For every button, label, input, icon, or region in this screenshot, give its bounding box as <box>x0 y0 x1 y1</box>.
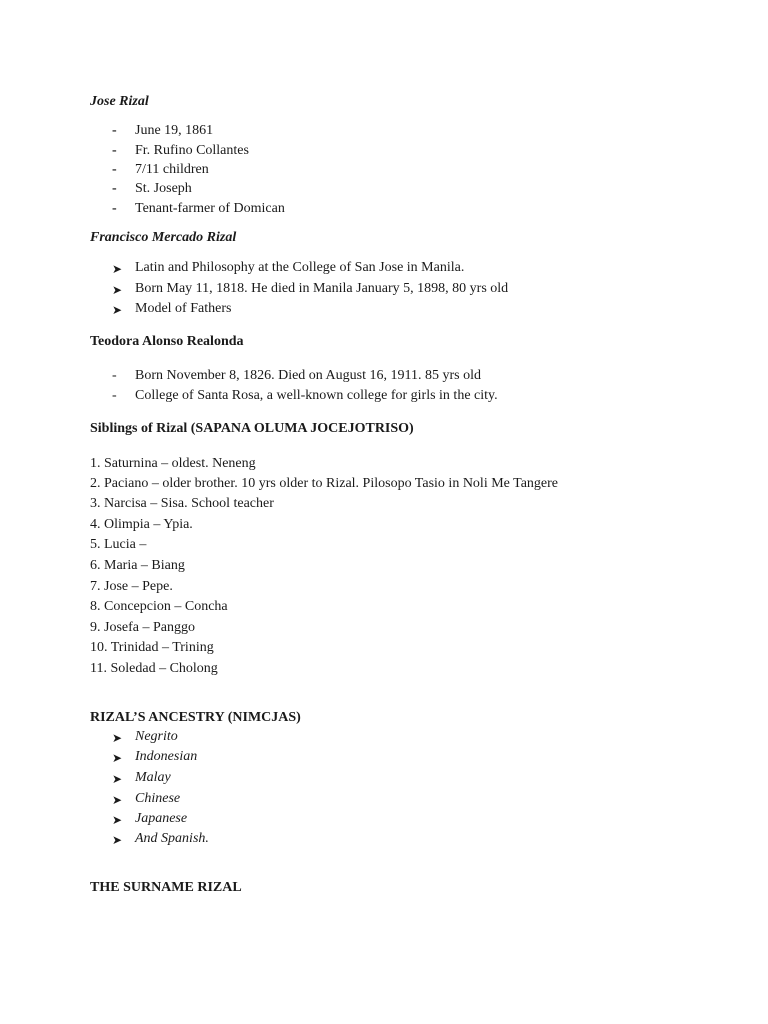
list-item: 6. Maria – Biang <box>90 558 185 573</box>
arrow-bullet-icon: ➤ <box>112 833 123 847</box>
list-item-text: Tenant-farmer of Domican <box>135 201 285 216</box>
dash-bullet: - <box>112 143 117 158</box>
arrow-bullet-icon: ➤ <box>112 813 123 827</box>
section-title-ancestry: RIZAL’S ANCESTRY (NIMCJAS) <box>90 710 301 725</box>
arrow-bullet-icon: ➤ <box>112 731 123 745</box>
list-item-text: Malay <box>135 770 171 785</box>
list-item-text: Born May 11, 1818. He died in Manila January 5, 1898, 80 yrs old <box>135 281 509 296</box>
list-item-text: 7/11 children <box>135 162 209 177</box>
dash-bullet: - <box>112 368 117 383</box>
list-item-text: St. Joseph <box>135 181 192 196</box>
dash-bullet: - <box>112 201 117 216</box>
list-item: 3. Narcisa – Sisa. School teacher <box>90 496 274 511</box>
arrow-bullet-icon: ➤ <box>112 283 123 297</box>
dash-bullet: - <box>112 162 117 177</box>
list-item: 9. Josefa – Panggo <box>90 620 195 635</box>
list-item-text: And Spanish. <box>135 831 209 846</box>
list-item: 7. Jose – Pepe. <box>90 579 173 594</box>
section-title-teodora: Teodora Alonso Realonda <box>90 334 244 349</box>
list-item-text: Fr. Rufino Collantes <box>135 143 249 158</box>
list-item-text: Latin and Philosophy at the College of San Jose in Manila. <box>135 260 465 275</box>
list-item-text: Model of Fathers <box>135 301 232 316</box>
list-item: 2. Paciano – older brother. 10 yrs older to Rizal. Pilosopo Tasio in Noli Me Tangere <box>90 476 559 491</box>
list-item-text: Indonesian <box>135 749 198 764</box>
section-title-siblings: Siblings of Rizal (SAPANA OLUMA JOCEJOTRISO) <box>90 421 414 436</box>
list-item: 5. Lucia – <box>90 537 147 552</box>
dash-bullet: - <box>112 123 117 138</box>
list-item: 11. Soledad – Cholong <box>90 661 218 676</box>
section-title-surname: THE SURNAME RIZAL <box>90 880 242 895</box>
arrow-bullet-icon: ➤ <box>112 303 123 317</box>
section-title-francisco: Francisco Mercado Rizal <box>90 230 237 245</box>
list-item-text: Chinese <box>135 791 181 806</box>
arrow-bullet-icon: ➤ <box>112 772 123 786</box>
list-item-text: June 19, 1861 <box>135 123 214 138</box>
section-title-jose-rizal: Jose Rizal <box>90 94 149 109</box>
list-item-text: Japanese <box>135 811 188 826</box>
list-item-text: Born November 8, 1826. Died on August 16, 1911. 85 yrs old <box>135 368 481 383</box>
dash-bullet: - <box>112 181 117 196</box>
arrow-bullet-icon: ➤ <box>112 262 123 276</box>
arrow-bullet-icon: ➤ <box>112 793 123 807</box>
list-item: 8. Concepcion – Concha <box>90 599 228 614</box>
list-item: 4. Olimpia – Ypia. <box>90 517 193 532</box>
list-item: 10. Trinidad – Trining <box>90 640 214 655</box>
list-item-text: Negrito <box>135 729 178 744</box>
arrow-bullet-icon: ➤ <box>112 751 123 765</box>
list-item-text: College of Santa Rosa, a well-known college for girls in the city. <box>135 388 498 403</box>
dash-bullet: - <box>112 388 117 403</box>
list-item: 1. Saturnina – oldest. Neneng <box>90 456 256 471</box>
